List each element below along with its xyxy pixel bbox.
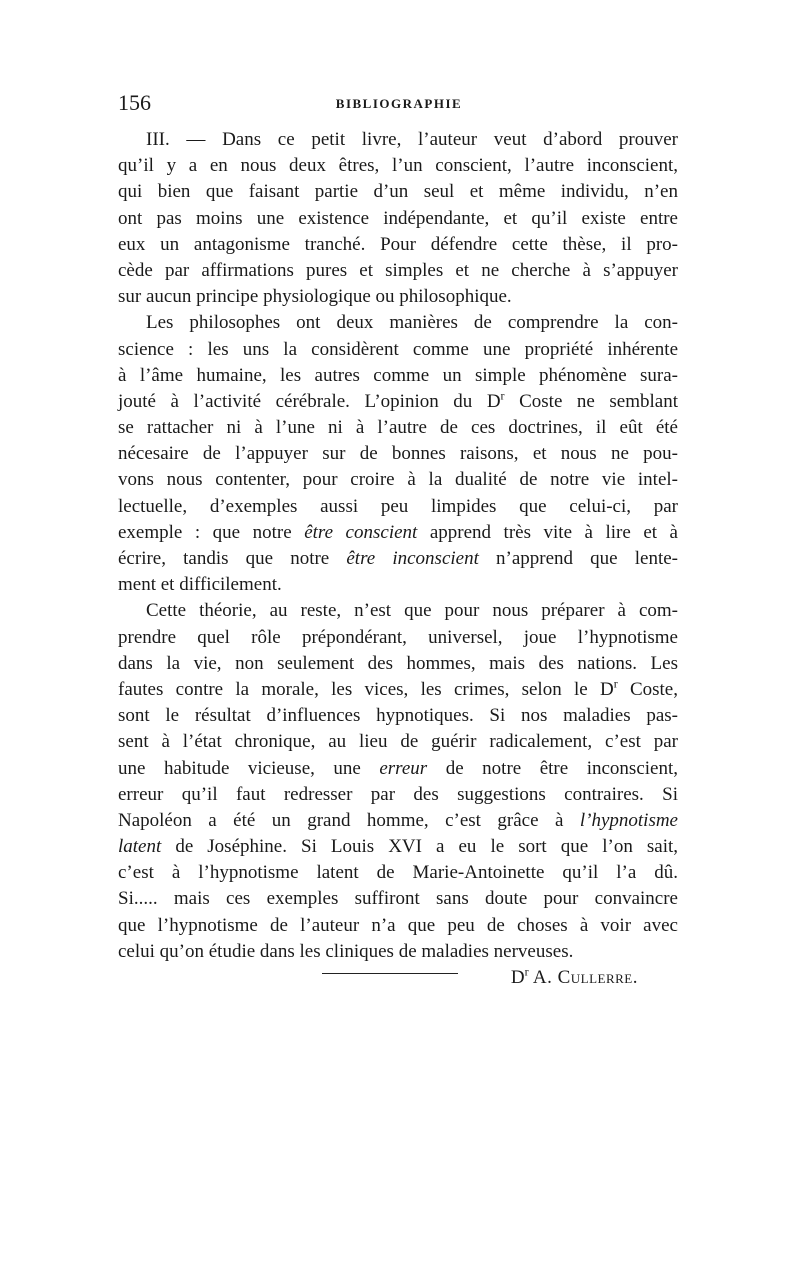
text-span: écrire, tandis que notre <box>118 548 347 569</box>
text-span: une habitude vicieuse, une <box>118 757 380 779</box>
text-span: jouté à l’activité cérébrale. L’opinion du D <box>118 390 501 412</box>
signature-name: A. Cullerre. <box>528 967 638 988</box>
text-line: ment et difficilement. <box>118 574 282 596</box>
italic-span: erreur <box>379 757 428 779</box>
italic-span: l’hypnotisme <box>579 809 678 831</box>
text-line: nécesaire de l’appuyer sur de bonnes raisons, et nous ne pou- <box>118 443 678 465</box>
text-line: à l’âme humaine, les autres comme un simple phénomène sura- <box>118 364 678 386</box>
text-span: de notre être inconscient, <box>427 757 678 779</box>
text-span: de Joséphine. Si Louis XVI a eu le sort que l’on sait, <box>161 836 678 858</box>
text-line: lectuelle, d’exemples aussi peu limpides que celui-ci, par <box>118 495 678 517</box>
text-line <box>118 546 678 572</box>
page-header <box>118 90 680 120</box>
text-line: sont le résultat d’influences hypnotiques. Si nos maladies pas- <box>118 705 678 727</box>
text-line: ont pas moins une existence indépendante, et qu’il existe entre <box>118 207 678 229</box>
text-line: Si..... mais ces exemples suffiront sans doute pour convaincre <box>118 888 678 910</box>
text-line: qu’il y a en nous deux êtres, l’un conscient, l’autre inconscient, <box>118 155 678 177</box>
text-line <box>118 677 678 703</box>
text-line <box>118 389 678 415</box>
text-line: sur aucun principe physiologique ou philosophique. <box>118 286 512 308</box>
text-span: n’apprend que lente- <box>478 548 678 569</box>
text-line: science : les uns la considèrent comme une propriété inhérente <box>118 338 678 360</box>
text-line: prendre quel rôle prépondérant, universel, joue l’hypnotisme <box>118 626 678 648</box>
text-line: Cette théorie, au reste, n’est que pour nous préparer à com- <box>146 600 678 622</box>
text-line: sent à l’état chronique, au lieu de guérir radicalement, c’est par <box>118 731 678 753</box>
text-span: fautes contre la morale, les vices, les crimes, selon le D <box>118 678 614 700</box>
body-text <box>118 127 678 991</box>
text-line: vons nous contenter, pour croire à la dualité de notre vie intel- <box>118 469 678 491</box>
italic-span: être conscient <box>304 521 418 543</box>
superscript: r <box>613 676 618 691</box>
text-line: dans la vie, non seulement des hommes, mais des nations. Les <box>118 652 678 674</box>
signature <box>118 965 678 991</box>
text-line <box>118 520 678 546</box>
italic-span: latent <box>118 836 162 858</box>
text-span: exemple : que notre <box>118 521 305 543</box>
text-line: eux un antagonisme tranché. Pour défendre cette thèse, il pro- <box>118 233 678 255</box>
running-title: BIBLIOGRAPHIE <box>335 96 463 111</box>
italic-span: être inconscient <box>346 548 479 569</box>
text-line <box>118 834 678 860</box>
text-line: celui qu’on étudie dans les cliniques de maladies nerveuses. <box>118 940 574 962</box>
text-line <box>118 756 678 782</box>
text-span: Coste, <box>617 678 678 700</box>
section-divider <box>322 973 458 974</box>
text-line: erreur qu’il faut redresser par des suggestions contraires. Si <box>118 783 678 805</box>
text-span: Coste ne semblant <box>504 390 678 412</box>
text-line <box>118 808 678 834</box>
text-span: apprend très vite à lire et à <box>417 521 678 543</box>
signature-prefix: D <box>510 967 525 988</box>
text-line: III. — Dans ce petit livre, l’auteur veut d’abord prouver <box>146 129 678 150</box>
text-line: que l’hypnotisme de l’auteur n’a que peu de choses à voir avec <box>118 914 678 936</box>
text-line: c’est à l’hypnotisme latent de Marie-Antoinette qu’il l’a dû. <box>118 862 678 884</box>
superscript: r <box>524 964 529 979</box>
superscript: r <box>500 388 505 403</box>
text-line: qui bien que faisant partie d’un seul et même individu, n’en <box>118 181 678 203</box>
page-number: 156 <box>118 90 151 115</box>
text-line: se rattacher ni à l’une ni à l’autre de ces doctrines, il eût été <box>118 417 678 439</box>
text-line: cède par affirmations pures et simples et ne cherche à s’appuyer <box>118 259 678 281</box>
text-line: Les philosophes ont deux manières de comprendre la con- <box>146 312 678 334</box>
text-span: Napoléon a été un grand homme, c’est grâce à <box>118 809 580 831</box>
